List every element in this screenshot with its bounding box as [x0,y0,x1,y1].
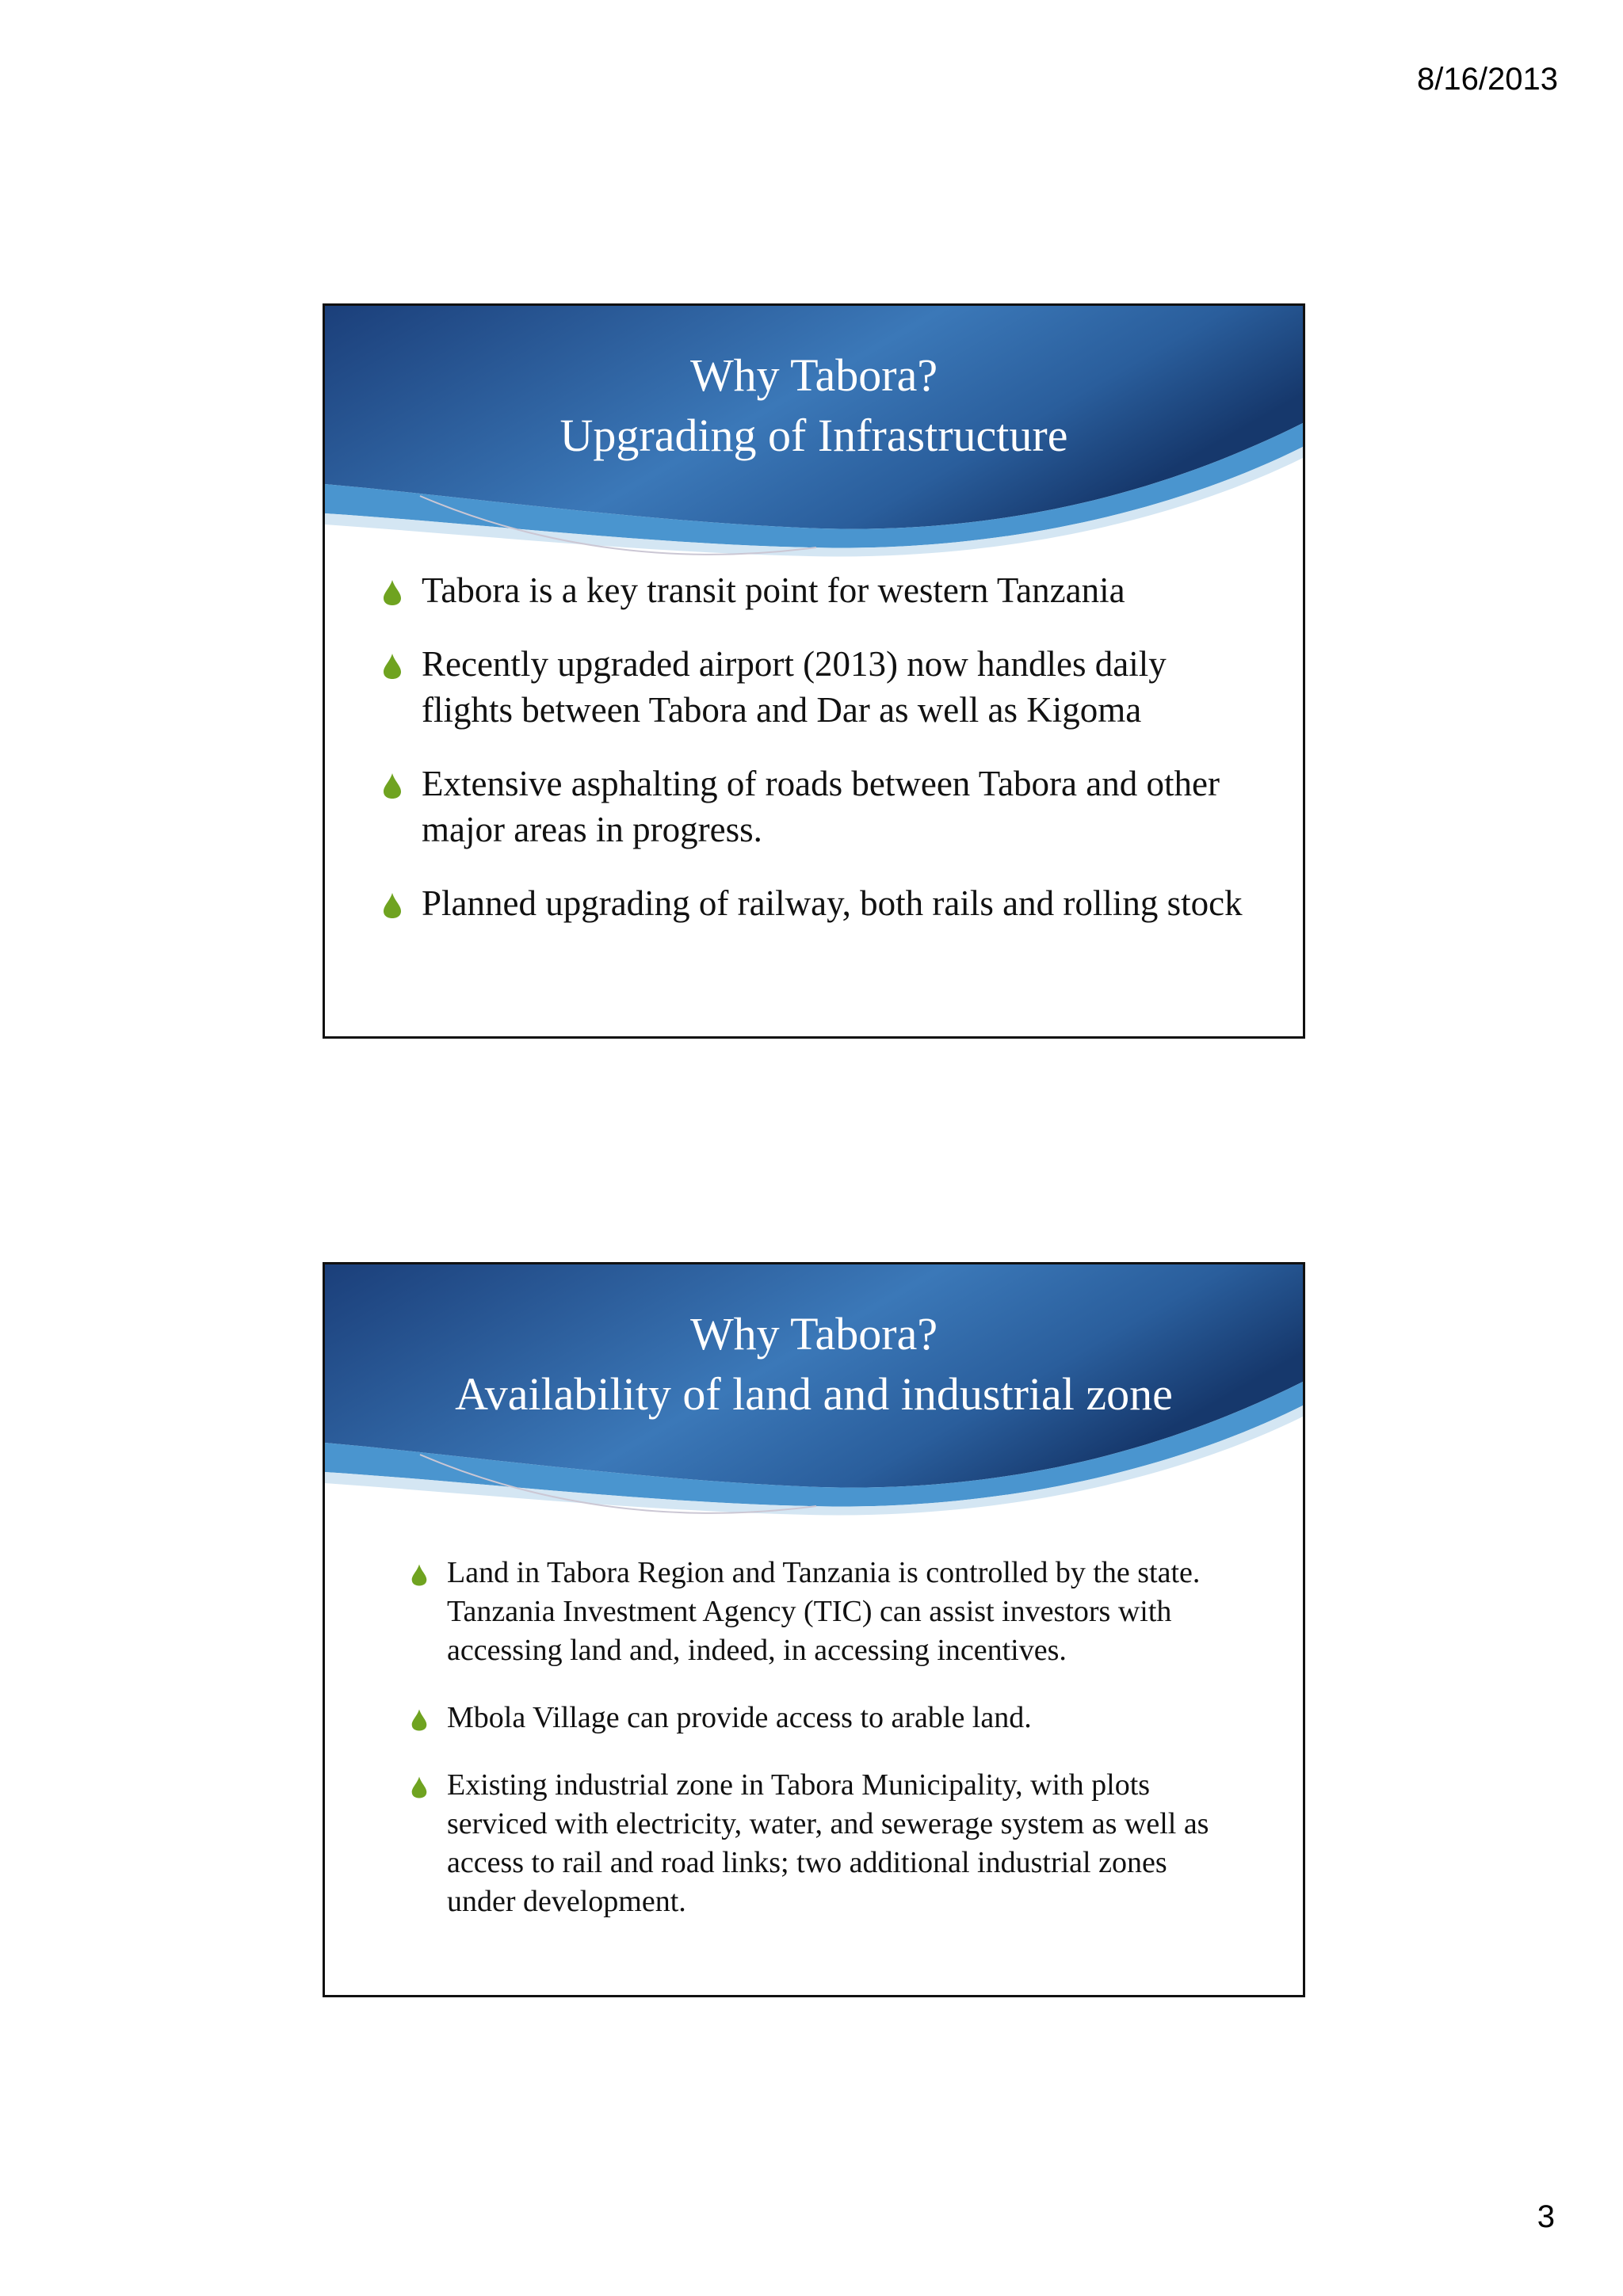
green-droplet-icon [382,579,403,606]
bullet-list [382,567,1262,954]
list-item [382,761,1262,852]
slide-title [325,1304,1303,1425]
bullet-list [411,1554,1235,1950]
list-item [411,1766,1235,1921]
list-item [382,880,1262,926]
bullet-text: Recently upgraded airport (2013) now handles daily flights between Tabora and Dar as well as Kigoma [422,644,1167,730]
bullet-text: Existing industrial zone in Tabora Municipality, with plots serviced with electricity, water, and sewerage system as well as access to rail and road links; two additional industrial zones under development. [447,1768,1209,1918]
bullet-text: Mbola Village can provide access to arable land. [447,1701,1032,1734]
green-droplet-icon [411,1708,428,1732]
slide-land-industrial-zone [323,1262,1305,1997]
bullet-text: Extensive asphalting of roads between Tabora and other major areas in progress. [422,764,1220,849]
list-item [411,1699,1235,1737]
bullet-text: Planned upgrading of railway, both rails and rolling stock [422,883,1243,923]
list-item [382,567,1262,613]
list-item [411,1554,1235,1670]
slide-title-line: Why Tabora? [689,1308,938,1360]
green-droplet-icon [382,772,403,799]
green-droplet-icon [382,653,403,680]
slide-upgrading-infrastructure [323,303,1305,1039]
slide-title-line: Availability of land and industrial zone [455,1368,1173,1420]
bullet-text: Land in Tabora Region and Tanzania is controlled by the state. Tanzania Investment Agency (TIC) can assist investors with accessing land and, indeed, in accessing incentives. [447,1556,1201,1667]
green-droplet-icon [411,1775,428,1799]
list-item [382,641,1262,733]
slide-title [325,345,1303,466]
handout-date: 8/16/2013 [1417,62,1558,97]
slide-title-line: Upgrading of Infrastructure [559,410,1068,461]
bullet-text: Tabora is a key transit point for western Tanzania [422,570,1125,610]
page-number: 3 [1537,2199,1555,2234]
slide-title-line: Why Tabora? [689,349,938,401]
green-droplet-icon [382,892,403,919]
green-droplet-icon [411,1563,428,1587]
